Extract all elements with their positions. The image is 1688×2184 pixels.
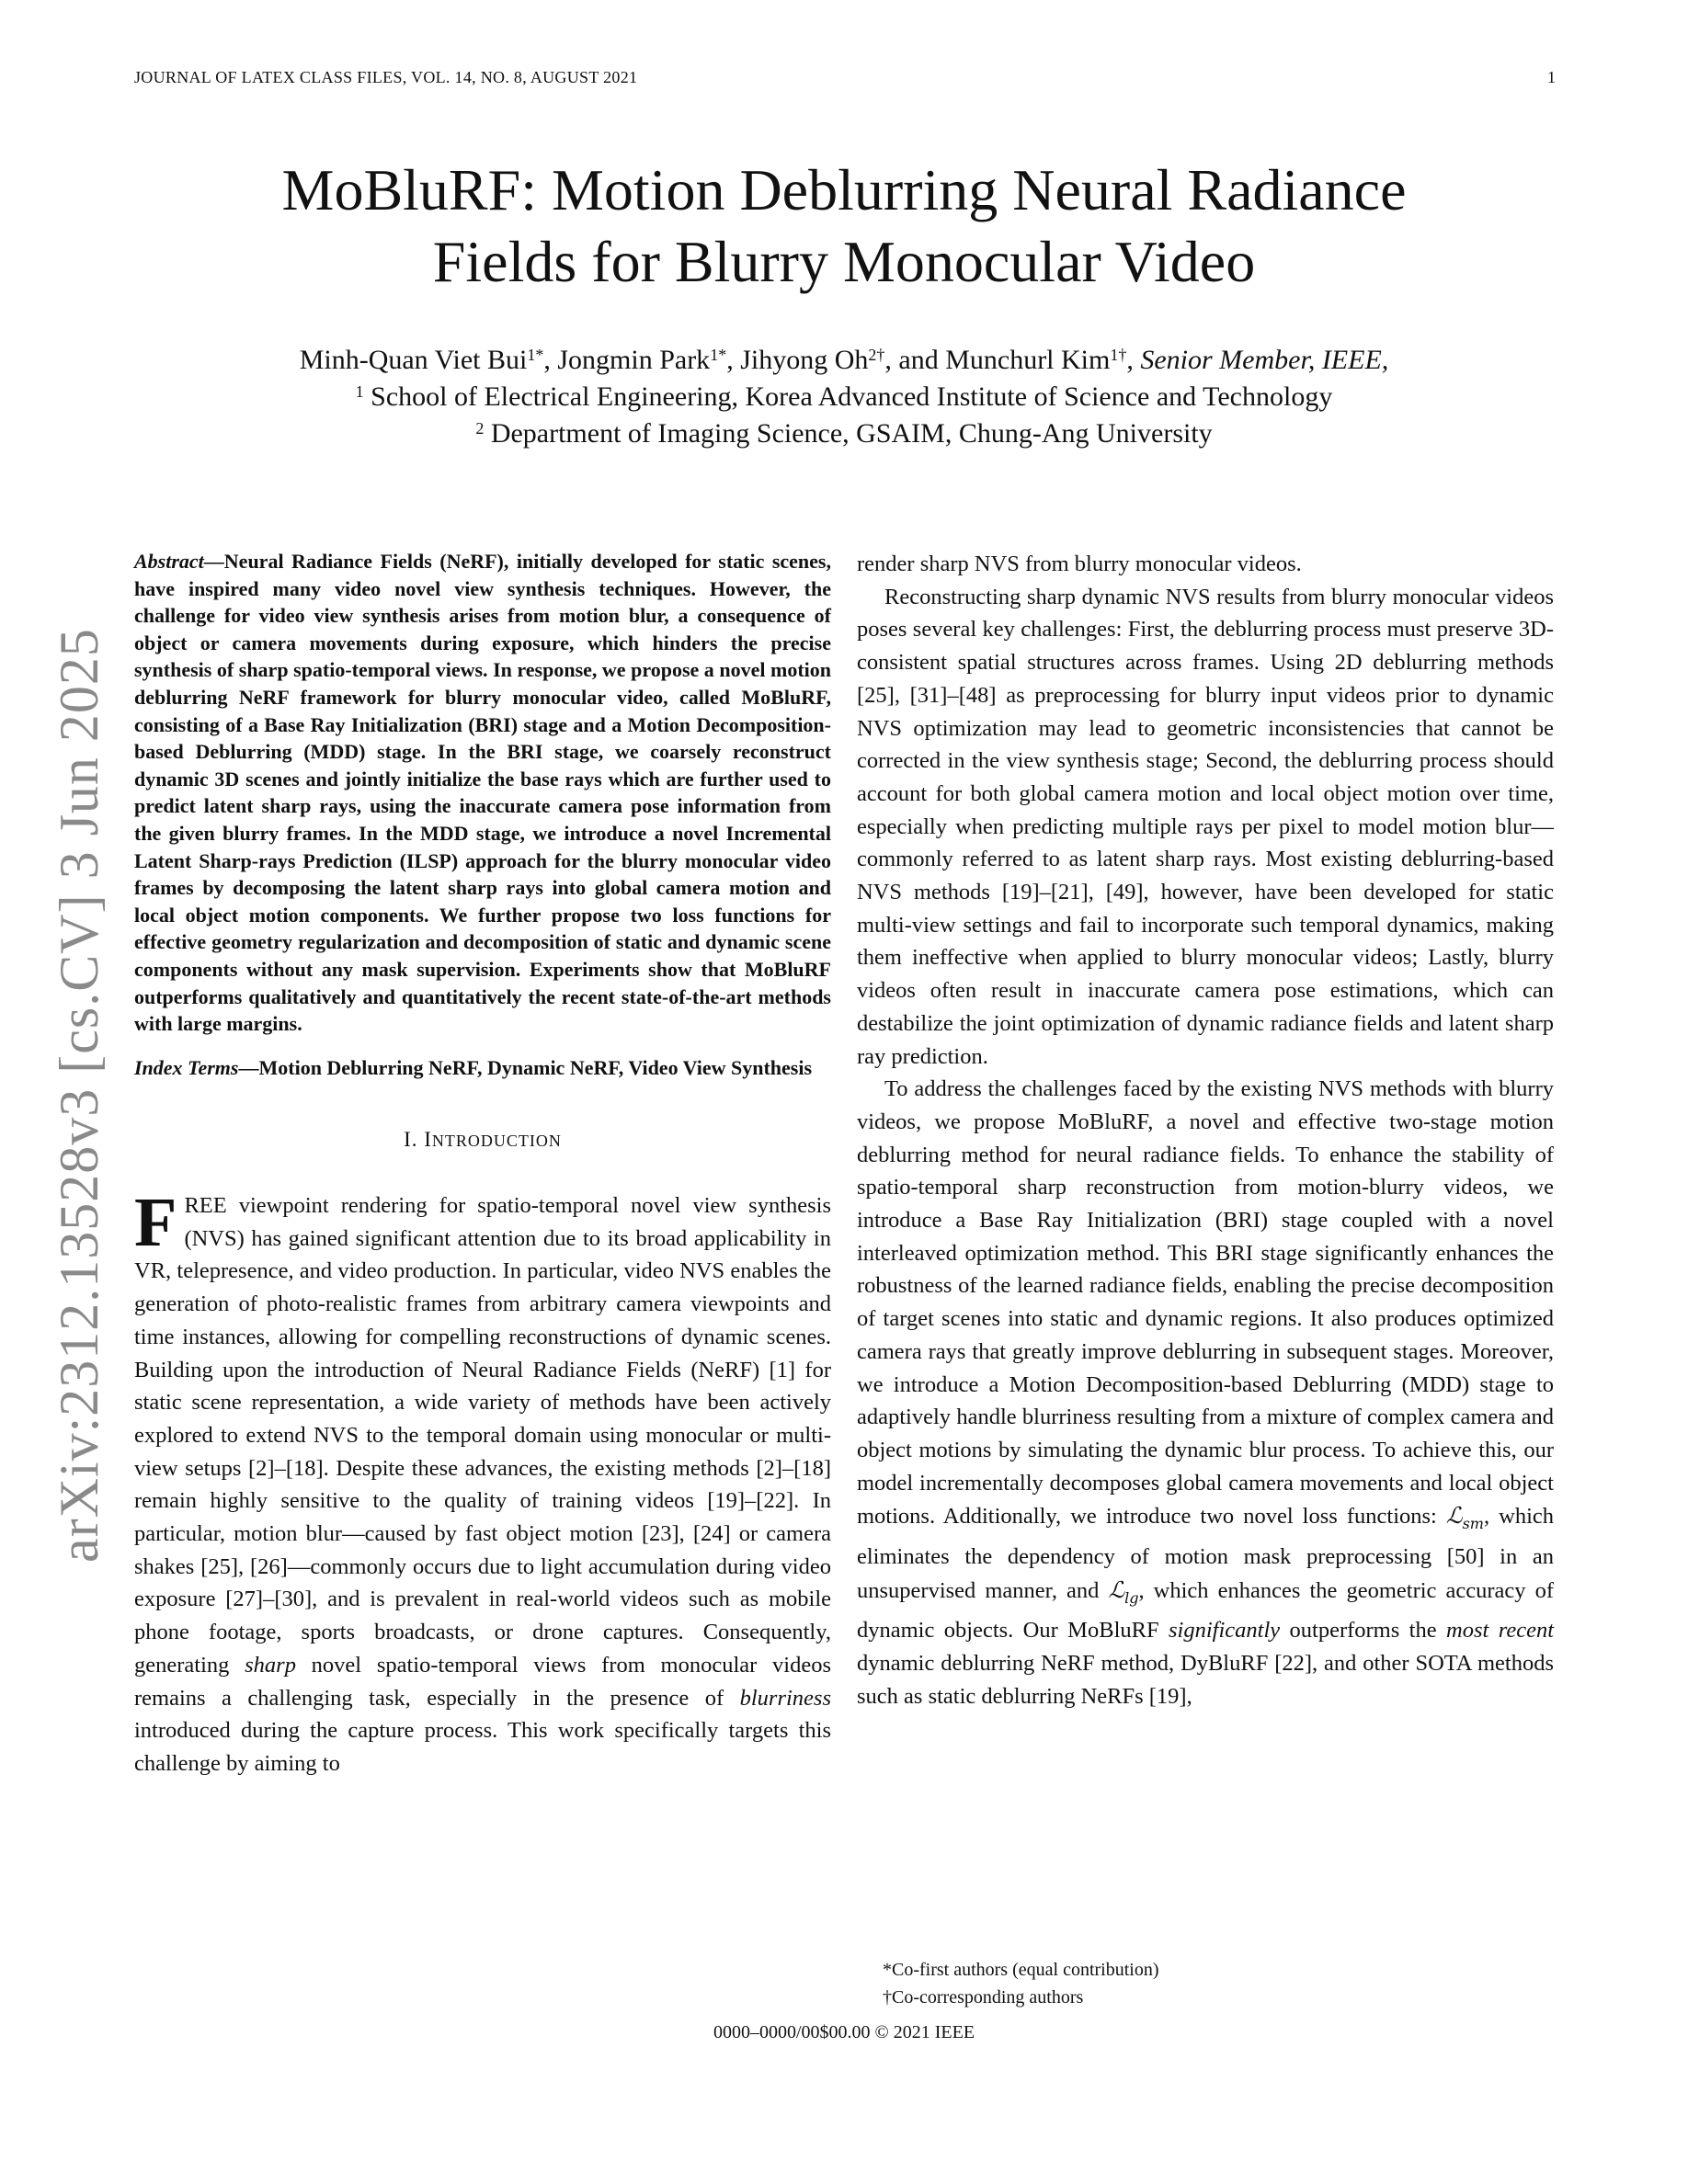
intro-paragraph-1 (134, 1183, 831, 1780)
author-sep: , (543, 345, 558, 375)
author-affil-mark: 1† (1110, 346, 1127, 364)
affiliation-text: Department of Imaging Science, GSAIM, Chung-Ang University (490, 418, 1213, 449)
author-block (0, 342, 1688, 452)
author-name: Jongmin Park (557, 345, 711, 375)
page-number: 1 (1547, 68, 1556, 86)
text-run: dynamic deblurring NeRF method, DyBluRF [22], and other SOTA methods such as static deblurring NeRFs [19], (857, 1650, 1554, 1709)
author-sep: , and (884, 345, 946, 375)
title-line-2: Fields for Blurry Monocular Video (432, 229, 1256, 294)
math-subscript: lg (1124, 1588, 1139, 1607)
affiliation-text: School of Electrical Engineering, Korea Advanced Institute of Science and Technology (371, 381, 1333, 412)
text-run: REE viewpoint rendering for spatio-temporal novel view synthesis (NVS) has gained significant attention due to its broad applicability in VR, telepresence, and video production. In particular, video NVS enables the generation of photo-realistic frames from arbitrary camera viewpoints and time instances, allowing for compelling reconstructions of dynamic scenes. Building upon the introduction of Neural Radiance Fields (NeRF) [1] for static scene representation, a wide variety of methods have been actively explored to extend NVS to the temporal domain using monocular or multi-view setups [2]–[18]. Despite these advances, the existing methods [2]–[18] remain highly sensitive to the quality of training videos [19]–[22]. In particular, motion blur—caused by fast object motion [23], [24] or camera shakes [25], [26]—commonly occurs due to light accumulation during video exposure [27]–[30], and is prevalent in real-world videos such as mobile phone footage, sports broadcasts, or drone captures. Consequently, generating (134, 1192, 831, 1678)
copyright-footer: 0000–0000/00$00.00 © 2021 IEEE (713, 2022, 975, 2042)
text-run: novel spatio-temporal views from monocular videos remains a challenging task, especially in the presence of (134, 1652, 831, 1711)
text-run: , which enhances the geometric accuracy of dynamic objects. Our MoBluRF (857, 1577, 1554, 1644)
affiliation-1 (0, 379, 1688, 415)
intro-paragraph-2: Reconstructing sharp dynamic NVS results from blurry monocular videos poses several key challenges: First, the deblurring process must preserve 3D-consistent spatial structures across frames. Using 2D deblurring methods [25], [31]–[48] as preprocessing for blurry input videos prior to dynamic NVS optimization may lead to geometric inconsistencies that cannot be corrected in the view synthesis stage; Second, the deblurring process should account for both global camera motion and local object motion over time, especially when predicting multiple rays per pixel to model motion blur—commonly referred to as latent sharp rays. Most existing deblurring-based NVS methods [19]–[21], [49], however, have been developed for static multi-view settings and fail to incorporate such temporal dynamics, making them ineffective when applied to blurry monocular videos; Lastly, blurry videos often result in inaccurate camera pose estimations, which can destabilize the joint optimization of dynamic radiance fields and latent sharp ray prediction. (857, 584, 1554, 1069)
text-run: , which eliminates the dependency of motion mask preprocessing [50] in an unsupervised manner, and (857, 1504, 1555, 1603)
author-affil-mark: 1* (710, 346, 727, 364)
footnote-cofirst: *Co-first authors (equal contribution) (883, 1960, 1159, 1980)
emphasis: most recent (1446, 1618, 1555, 1644)
intro-paragraph-1-cont: render sharp NVS from blurry monocular videos. (857, 552, 1302, 576)
author-name: Munchurl Kim (945, 345, 1111, 375)
right-column (857, 548, 1554, 1712)
math-subscript: sm (1462, 1515, 1484, 1533)
paper-title (0, 154, 1688, 298)
index-terms (134, 1054, 831, 1082)
arxiv-stamp: arXiv:2312.13528v3 [cs.CV] 3 Jun 2025 (49, 628, 109, 1563)
emphasis: sharp (245, 1652, 296, 1678)
title-line-1: MoBluRF: Motion Deblurring Neural Radiance (281, 157, 1407, 222)
affil-mark: 2 (475, 419, 485, 438)
author-sep: , (726, 345, 741, 375)
affil-mark: 1 (355, 382, 364, 401)
author-name: Jihyong Oh (740, 345, 869, 375)
section-heading (134, 1123, 831, 1158)
text-run: outperforms the (1280, 1618, 1447, 1644)
abstract (134, 548, 831, 1038)
loss-sm-symbol (1445, 1502, 1484, 1533)
section-number: I. I (404, 1128, 432, 1152)
emphasis: significantly (1169, 1618, 1281, 1644)
footnotes (883, 1956, 1159, 2011)
abstract-text: —Neural Radiance Fields (NeRF), initially developed for static scenes, have inspired many video novel view synthesis techniques. However, the challenge for video view synthesis arises from motion blur, a consequence of object or camera movements during exposure, which hinders the precise synthesis of sharp spatio-temporal views. In response, we propose a novel motion deblurring NeRF framework for blurry monocular video, called MoBluRF, consisting of a Base Ray Initialization (BRI) stage and a Motion Decomposition-based Deblurring (MDD) stage. In the BRI stage, we coarsely reconstruct dynamic 3D scenes and jointly initialize the base rays which are further used to predict latent sharp rays, using the inaccurate camera pose information from the given blurry frames. In the MDD stage, we introduce a novel Incremental Latent Sharp-rays Prediction (ILSP) approach for the blurry monocular video frames by decomposing the latent sharp rays into global camera motion and local object motion components. We further propose two loss functions for effective geometry regularization and decomposition of static and dynamic scene components without any mask supervision. Experiments show that MoBluRF outperforms qualitatively and quantitatively the recent state-of-the-art methods with large margins. (134, 550, 831, 1036)
index-terms-text: —Motion Deblurring NeRF, Dynamic NeRF, Video View Synthesis (238, 1055, 813, 1079)
affiliation-2 (0, 415, 1688, 452)
footnote-corresponding: †Co-corresponding authors (883, 1987, 1084, 2008)
abstract-label: Abstract (134, 550, 204, 573)
author-affil-mark: 2† (868, 346, 885, 364)
text-run: To address the challenges faced by the existing NVS methods with blurry videos, we propose MoBluRF, a novel and effective two-stage motion deblurring method for neural radiance fields. To enhance the stability of spatio-temporal sharp reconstruction from motion-blurry videos, we introduce a Base Ray Initialization (BRI) stage coupled with a novel interleaved optimization method. This BRI stage significantly enhances the robustness of the learned radiance fields, enabling the precise decomposition of target scenes into static and dynamic regions. It also produces optimized camera rays that greatly improve deblurring in subsequent stages. Moreover, we introduce a Motion Decomposition-based Deblurring (MDD) stage to adaptively handle blurriness resulting from a mixture of complex camera and object motions by simulating the dynamic blur process. To achieve this, our model incrementally decomposes global camera movements and local object motions. Additionally, we introduce two novel loss functions: (857, 1076, 1554, 1530)
text-run: introduced during the capture process. This work specifically targets this challenge by aiming to (134, 1718, 831, 1776)
author-affil-mark: 1* (527, 346, 544, 364)
emphasis: blurriness (739, 1685, 831, 1711)
intro-paragraph-3 (857, 1073, 1554, 1712)
math-symbol: ℒ (1108, 1575, 1125, 1603)
member-title: Senior Member, IEEE, (1140, 345, 1389, 375)
running-header: JOURNAL OF LATEX CLASS FILES, VOL. 14, NO. 8, AUGUST 2021 (134, 68, 638, 86)
loss-lg-symbol (1108, 1575, 1139, 1607)
math-symbol: ℒ (1445, 1502, 1463, 1530)
author-list: Minh-Quan Viet Bui$^{1*}$, Jongmin Park$^{1*}$, Jihyong $Oh^{2\dagger}$, and Munchurl Kim$^{1\dagger}$, Senior Member, IEEE, (299, 345, 1389, 375)
drop-cap: F (134, 1183, 177, 1261)
index-terms-label: Index Terms (134, 1055, 239, 1079)
section-name: NTRODUCTION (431, 1132, 562, 1151)
left-column (134, 548, 831, 1780)
author-name: Minh-Quan Viet Bui (299, 345, 528, 375)
